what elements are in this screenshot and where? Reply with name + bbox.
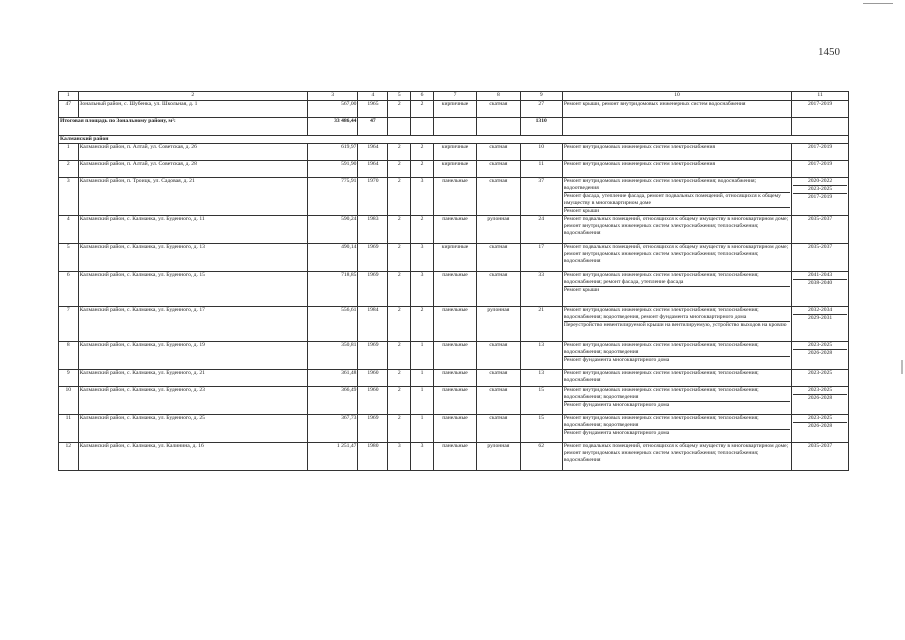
row-apartments: 15: [520, 387, 562, 415]
row-entrances: 3: [411, 244, 434, 272]
row-area: 556,61: [307, 307, 358, 342]
row-works: [562, 342, 791, 370]
row-periods: [792, 144, 849, 161]
row-entrances: 1: [411, 387, 434, 415]
column-number: 2: [78, 92, 307, 101]
table-row: [59, 342, 849, 370]
work-item: Ремонт фасада, утепление фасада, ремонт подвальных помещений, относящихся к общему имуществу в многоквартирном доме: [564, 192, 790, 207]
row-number: 10: [59, 387, 79, 415]
period-item: 2032-2034: [807, 307, 833, 313]
total-label: Итоговая площадь по Зональному району, м²:: [59, 118, 308, 136]
row-apartments: 13: [520, 370, 562, 387]
column-number-row: [59, 92, 849, 101]
total-houses: 47: [358, 118, 388, 136]
row-number: 12: [59, 443, 79, 471]
row-periods: [792, 178, 849, 216]
row-entrances: 3: [411, 178, 434, 216]
total-area: 33 486,44: [307, 118, 358, 136]
period-item: 2023-2025: [807, 370, 833, 376]
row-floors: 2: [388, 161, 411, 178]
row-apartments: 27: [520, 101, 562, 118]
column-number: 6: [411, 92, 434, 101]
work-item: Ремонт фундамента многоквартирного дома: [564, 356, 790, 364]
row-floors: 2: [388, 216, 411, 244]
row-entrances: 2: [411, 144, 434, 161]
row-address: Калманский район, п. Алтай, ул. Советская, д. 28: [78, 161, 307, 178]
row-apartments: 13: [520, 342, 562, 370]
period-item: 2035-2037: [807, 216, 833, 222]
table-row: [59, 443, 849, 471]
period-item: 2023-2025: [793, 185, 847, 193]
row-walls: панельные: [433, 342, 476, 370]
row-area: 718,85: [307, 272, 358, 307]
period-item: 2035-2037: [807, 443, 833, 449]
row-number: 5: [59, 244, 79, 272]
row-walls: кирпичные: [433, 144, 476, 161]
page-number: 1450: [818, 46, 840, 58]
work-item: Ремонт крыши, ремонт внутридомовых инженерных систем водоснабжения: [563, 101, 746, 107]
row-entrances: 1: [411, 370, 434, 387]
row-periods: [792, 415, 849, 443]
work-item: Ремонт внутридомовых инженерных систем электроснабжения; теплоснабжения; водоснабжения; водоотведения: [563, 342, 759, 355]
row-area: 350,81: [307, 342, 358, 370]
row-address: Калманский район, с. Калманка, ул. Буденного, д. 11: [78, 216, 307, 244]
row-year: 1980: [358, 443, 388, 471]
row-area: 1 251,47: [307, 443, 358, 471]
row-number: 9: [59, 370, 79, 387]
work-item: Ремонт подвальных помещений, относящихся к общему имуществу в многоквартирном доме; ремонт внутридомовых инженерных систем электроснабжения; теплоснабжения; водоснабжения: [563, 216, 789, 236]
column-number: 4: [358, 92, 388, 101]
table-row: [59, 178, 849, 216]
row-works: [562, 244, 791, 272]
row-works: [562, 307, 791, 342]
scan-top-rule: [863, 3, 893, 4]
row-number: 47: [59, 101, 79, 118]
row-number: 6: [59, 272, 79, 307]
row-works: [562, 272, 791, 307]
row-roof: скатная: [477, 244, 520, 272]
row-walls: панельные: [433, 307, 476, 342]
table-row: [59, 415, 849, 443]
row-address: Калманский район, с. Калманка, ул. Буденного, д. 15: [78, 272, 307, 307]
row-periods: [792, 307, 849, 342]
column-number: 7: [433, 92, 476, 101]
row-entrances: 1: [411, 415, 434, 443]
row-walls: кирпичные: [433, 244, 476, 272]
work-item: Ремонт подвальных помещений, относящихся к общему имуществу в многоквартирном доме; ремонт внутридомовых инженерных систем электроснабжения; теплоснабжения; водоснабжения: [563, 244, 789, 264]
period-item: 2026-2028: [793, 422, 847, 430]
row-address: Калманский район, п. Алтай, ул. Советская, д. 26: [78, 144, 307, 161]
row-works: [562, 443, 791, 471]
period-item: 2017-2019: [807, 144, 833, 150]
row-area: 590,24: [307, 216, 358, 244]
row-apartments: 10: [520, 144, 562, 161]
row-works: [562, 216, 791, 244]
row-roof: скатная: [477, 161, 520, 178]
row-area: 361,48: [307, 370, 358, 387]
table-row: [59, 387, 849, 415]
row-address: Калманский район, с. Калманка, ул. Буденного, д. 21: [78, 370, 307, 387]
work-item: Ремонт внутридомовых инженерных систем электроснабжения; теплоснабжения; водоснабжения: [563, 370, 759, 383]
row-periods: [792, 387, 849, 415]
row-apartments: 33: [520, 272, 562, 307]
row-apartments: 17: [520, 244, 562, 272]
row-address: Калманский район, с. Калманка, ул. Буденного, д. 19: [78, 342, 307, 370]
row-roof: скатная: [477, 272, 520, 307]
row-entrances: 2: [411, 307, 434, 342]
period-item: 2020-2022: [807, 178, 833, 184]
row-walls: кирпичные: [433, 161, 476, 178]
row-area: 567,00: [307, 101, 358, 118]
work-item: Ремонт внутридомовых инженерных систем электроснабжения; теплоснабжения; водоснабжения; водоотведения: [563, 387, 759, 400]
row-number: 2: [59, 161, 79, 178]
work-item: Ремонт фундамента многоквартирного дома: [564, 401, 790, 409]
row-roof: скатная: [477, 387, 520, 415]
row-area: 591,90: [307, 161, 358, 178]
row-works: [562, 387, 791, 415]
row-works: [562, 101, 791, 118]
row-year: 1964: [358, 144, 388, 161]
period-item: 2029-2031: [793, 314, 847, 322]
row-periods: [792, 370, 849, 387]
column-number: 5: [388, 92, 411, 101]
row-entrances: 1: [411, 342, 434, 370]
row-roof: скатная: [477, 415, 520, 443]
work-item: Ремонт внутридомовых инженерных систем электроснабжения; теплоснабжения; водоснабжения; ремонт фасада, утепление фасада: [563, 272, 759, 285]
period-item: 2017-2019: [807, 161, 833, 167]
table-row: [59, 244, 849, 272]
scan-artifact: [901, 360, 903, 374]
period-item: 2041-2043: [807, 272, 833, 278]
row-walls: панельные: [433, 387, 476, 415]
column-number: 3: [307, 92, 358, 101]
row-roof: рулонная: [477, 307, 520, 342]
row-year: 1969: [358, 244, 388, 272]
row-periods: [792, 101, 849, 118]
row-apartments: 62: [520, 443, 562, 471]
row-number: 1: [59, 144, 79, 161]
housing-register-table: [58, 91, 849, 471]
row-year: 1984: [358, 307, 388, 342]
column-number: 11: [792, 92, 849, 101]
row-address: Калманский район, с. Калманка, ул. Буденного, д. 13: [78, 244, 307, 272]
row-works: [562, 178, 791, 216]
row-roof: скатная: [477, 101, 520, 118]
row-floors: 3: [388, 443, 411, 471]
row-floors: 2: [388, 101, 411, 118]
work-item: Ремонт фундамента многоквартирного дома: [564, 429, 790, 437]
row-floors: 2: [388, 387, 411, 415]
row-apartments: 37: [520, 178, 562, 216]
row-year: 1964: [358, 161, 388, 178]
row-number: 3: [59, 178, 79, 216]
period-item: 2026-2028: [793, 394, 847, 402]
row-number: 4: [59, 216, 79, 244]
row-floors: 2: [388, 272, 411, 307]
row-works: [562, 415, 791, 443]
row-walls: кирпичные: [433, 101, 476, 118]
row-walls: панельные: [433, 415, 476, 443]
section-title: Калманский район: [59, 136, 849, 144]
row-address: Калманский район, п. Троицк, ул. Садовая, д. 21: [78, 178, 307, 216]
row-walls: панельные: [433, 370, 476, 387]
table-row: [59, 216, 849, 244]
row-roof: рулонная: [477, 216, 520, 244]
row-floors: 2: [388, 342, 411, 370]
total-apartments: 1310: [520, 118, 562, 136]
work-item: Ремонт подвальных помещений, относящихся к общему имуществу в многоквартирном доме; ремонт внутридомовых инженерных систем электроснабжения; теплоснабжения; водоснабжения: [563, 443, 789, 463]
row-roof: скатная: [477, 178, 520, 216]
row-number: 8: [59, 342, 79, 370]
row-apartments: 15: [520, 415, 562, 443]
period-item: 2017-2019: [807, 101, 833, 107]
row-works: [562, 370, 791, 387]
row-year: 1969: [358, 342, 388, 370]
row-number: 7: [59, 307, 79, 342]
row-roof: скатная: [477, 144, 520, 161]
row-number: 11: [59, 415, 79, 443]
section-row: [59, 136, 849, 144]
row-walls: панельные: [433, 272, 476, 307]
period-item: 2023-2025: [807, 387, 833, 393]
row-year: 1969: [358, 415, 388, 443]
work-item: Ремонт внутридомовых инженерных систем электроснабжения; теплоснабжения; водоснабжения; водоотведения: [563, 415, 759, 428]
row-area: 775,91: [307, 178, 358, 216]
column-number: 1: [59, 92, 79, 101]
row-address: Зональный район, с. Шубенка, ул. Школьная, д. 1: [78, 101, 307, 118]
table-row: [59, 101, 849, 118]
row-year: 1970: [358, 178, 388, 216]
work-item: Ремонт внутридомовых инженерных систем электроснабжения; водоснабжения; водоотведения: [563, 178, 757, 191]
row-area: 490,14: [307, 244, 358, 272]
row-floors: 2: [388, 307, 411, 342]
column-number: 8: [477, 92, 520, 101]
table-row: [59, 161, 849, 178]
row-floors: 2: [388, 144, 411, 161]
row-year: 1960: [358, 370, 388, 387]
row-periods: [792, 161, 849, 178]
work-item: Ремонт крыши: [564, 286, 790, 294]
row-year: 1969: [358, 272, 388, 307]
column-number: 9: [520, 92, 562, 101]
row-floors: 2: [388, 415, 411, 443]
row-year: 1965: [358, 101, 388, 118]
row-year: 1960: [358, 387, 388, 415]
row-entrances: 2: [411, 216, 434, 244]
row-entrances: 2: [411, 101, 434, 118]
row-periods: [792, 443, 849, 471]
table-row: [59, 144, 849, 161]
row-roof: рулонная: [477, 443, 520, 471]
period-item: 2038-2040: [793, 279, 847, 287]
period-item: 2026-2028: [793, 349, 847, 357]
work-item: Ремонт внутридомовых инженерных систем электроснабжения: [563, 144, 716, 150]
row-works: [562, 161, 791, 178]
row-area: 366,49: [307, 387, 358, 415]
row-area: 619,97: [307, 144, 358, 161]
period-item: 2017-2019: [793, 193, 847, 201]
row-walls: панельные: [433, 178, 476, 216]
row-floors: 2: [388, 178, 411, 216]
row-address: Калманский район, с. Калманка, ул. Буденного, д. 25: [78, 415, 307, 443]
row-works: [562, 144, 791, 161]
row-walls: панельные: [433, 443, 476, 471]
table-row: [59, 272, 849, 307]
row-entrances: 3: [411, 443, 434, 471]
row-periods: [792, 342, 849, 370]
total-row: [59, 118, 849, 136]
row-floors: 2: [388, 370, 411, 387]
row-entrances: 2: [411, 161, 434, 178]
row-address: Калманский район, с. Калманка, ул. Буденного, д. 17: [78, 307, 307, 342]
row-year: 1983: [358, 216, 388, 244]
row-address: Калманский район, с. Калманка, ул. Буденного, д. 23: [78, 387, 307, 415]
table-row: [59, 307, 849, 342]
table-row: [59, 370, 849, 387]
row-area: 367,73: [307, 415, 358, 443]
period-item: 2023-2025: [807, 415, 833, 421]
work-item: Переустройство невентилируемой крыши на вентилируемую, устройство выходов на кровлю: [564, 321, 790, 329]
period-item: 2023-2025: [807, 342, 833, 348]
row-apartments: 21: [520, 307, 562, 342]
period-item: 2035-2037: [807, 244, 833, 250]
work-item: Ремонт крыши: [564, 207, 790, 215]
row-roof: скатная: [477, 370, 520, 387]
row-entrances: 3: [411, 272, 434, 307]
row-periods: [792, 216, 849, 244]
row-floors: 2: [388, 244, 411, 272]
row-apartments: 24: [520, 216, 562, 244]
row-apartments: 11: [520, 161, 562, 178]
row-roof: скатная: [477, 342, 520, 370]
work-item: Ремонт внутридомовых инженерных систем электроснабжения; теплоснабжения; водоснабжения; водоотведения, ремонт фундамента многоквартирного дома: [563, 307, 759, 320]
row-periods: [792, 244, 849, 272]
work-item: Ремонт внутридомовых инженерных систем электроснабжения: [563, 161, 716, 167]
row-address: Калманский район, с. Калманка, ул. Калинина, д. 16: [78, 443, 307, 471]
row-periods: [792, 272, 849, 307]
column-number: 10: [562, 92, 791, 101]
row-walls: панельные: [433, 216, 476, 244]
